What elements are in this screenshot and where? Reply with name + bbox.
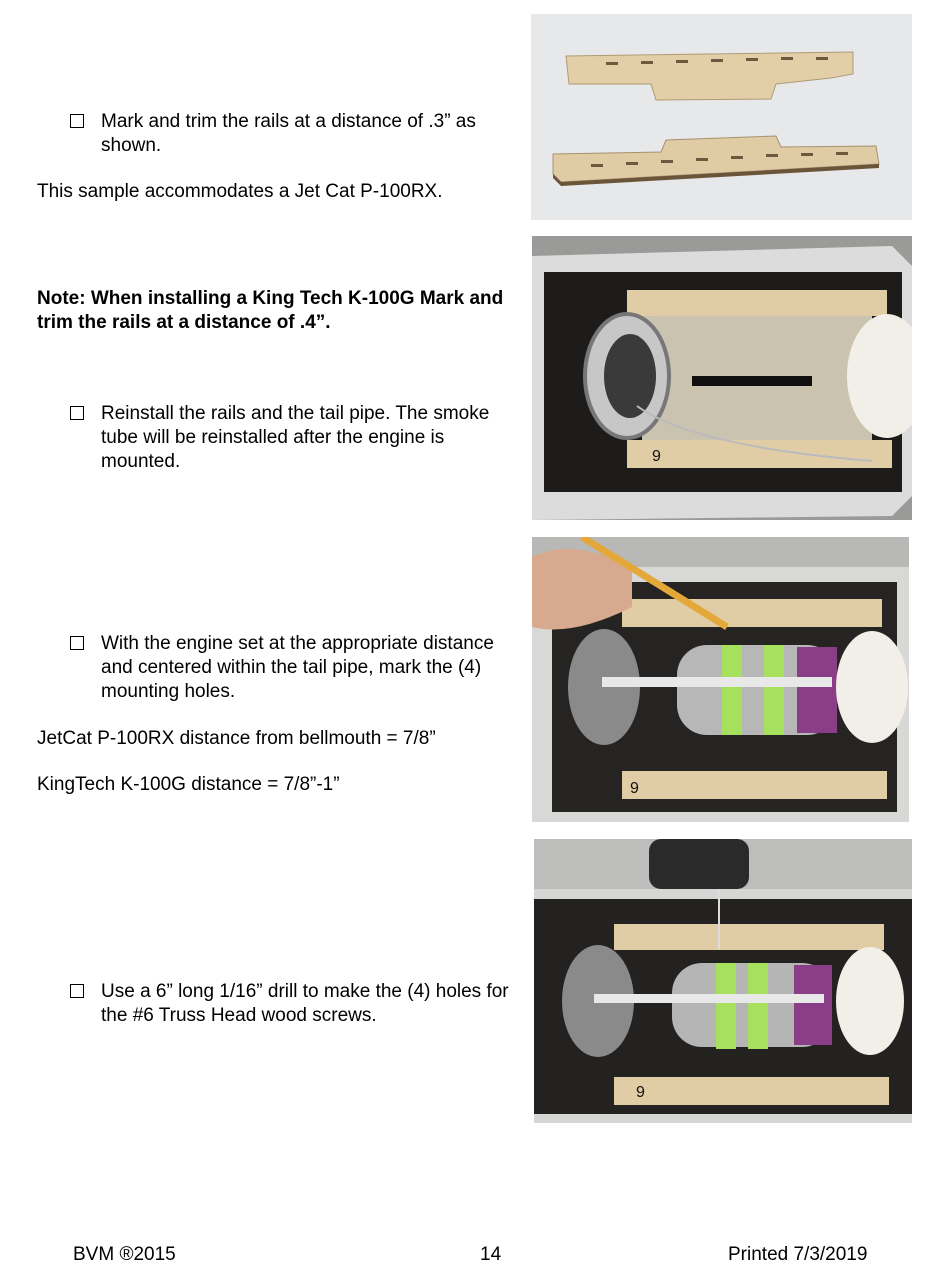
step-text: Mark and trim the rails at a distance of .3” as shown. [101,111,476,156]
step-text: Use a 6” long 1/16” drill to make the (4) holes for the #6 Truss Head wood screws. [101,981,509,1026]
photo-trimmed-rails [531,14,912,220]
checkbox-icon[interactable] [70,406,84,420]
kingtech-distance: KingTech K-100G distance = 7/8”-1” [37,774,340,795]
step-trim-rails [70,110,520,158]
step-text: Reinstall the rails and the tail pipe. The smoke tube will be reinstalled after the engine is mounted. [101,403,490,472]
footer-printed-date: Printed 7/3/2019 [728,1244,868,1265]
step-text: With the engine set at the appropriate distance and centered within the tail pipe, mark the (4) mounting holes. [101,633,494,702]
checkbox-icon[interactable] [70,984,84,998]
photo-drilling-holes [534,839,912,1123]
footer-copyright: BVM ®2015 [73,1244,176,1265]
photo-rails-installed [532,236,912,520]
rail-number-label: 9 [652,448,661,465]
photo-marking-holes [532,537,909,822]
sample-note: This sample accommodates a Jet Cat P-100RX. [37,181,443,202]
jetcat-distance: JetCat P-100RX distance from bellmouth = 7/8” [37,728,436,749]
rail-number-label: 9 [630,780,639,797]
step-reinstall-rails [70,402,520,474]
step-mark-holes [70,632,520,704]
checkbox-icon[interactable] [70,114,84,128]
page-number: 14 [480,1244,502,1265]
step-drill-holes [70,980,520,1028]
kingtech-note: Note: When installing a King Tech K-100G Mark and trim the rails at a distance of .4”. [37,288,504,333]
rail-number-label: 9 [636,1084,645,1101]
checkbox-icon[interactable] [70,636,84,650]
